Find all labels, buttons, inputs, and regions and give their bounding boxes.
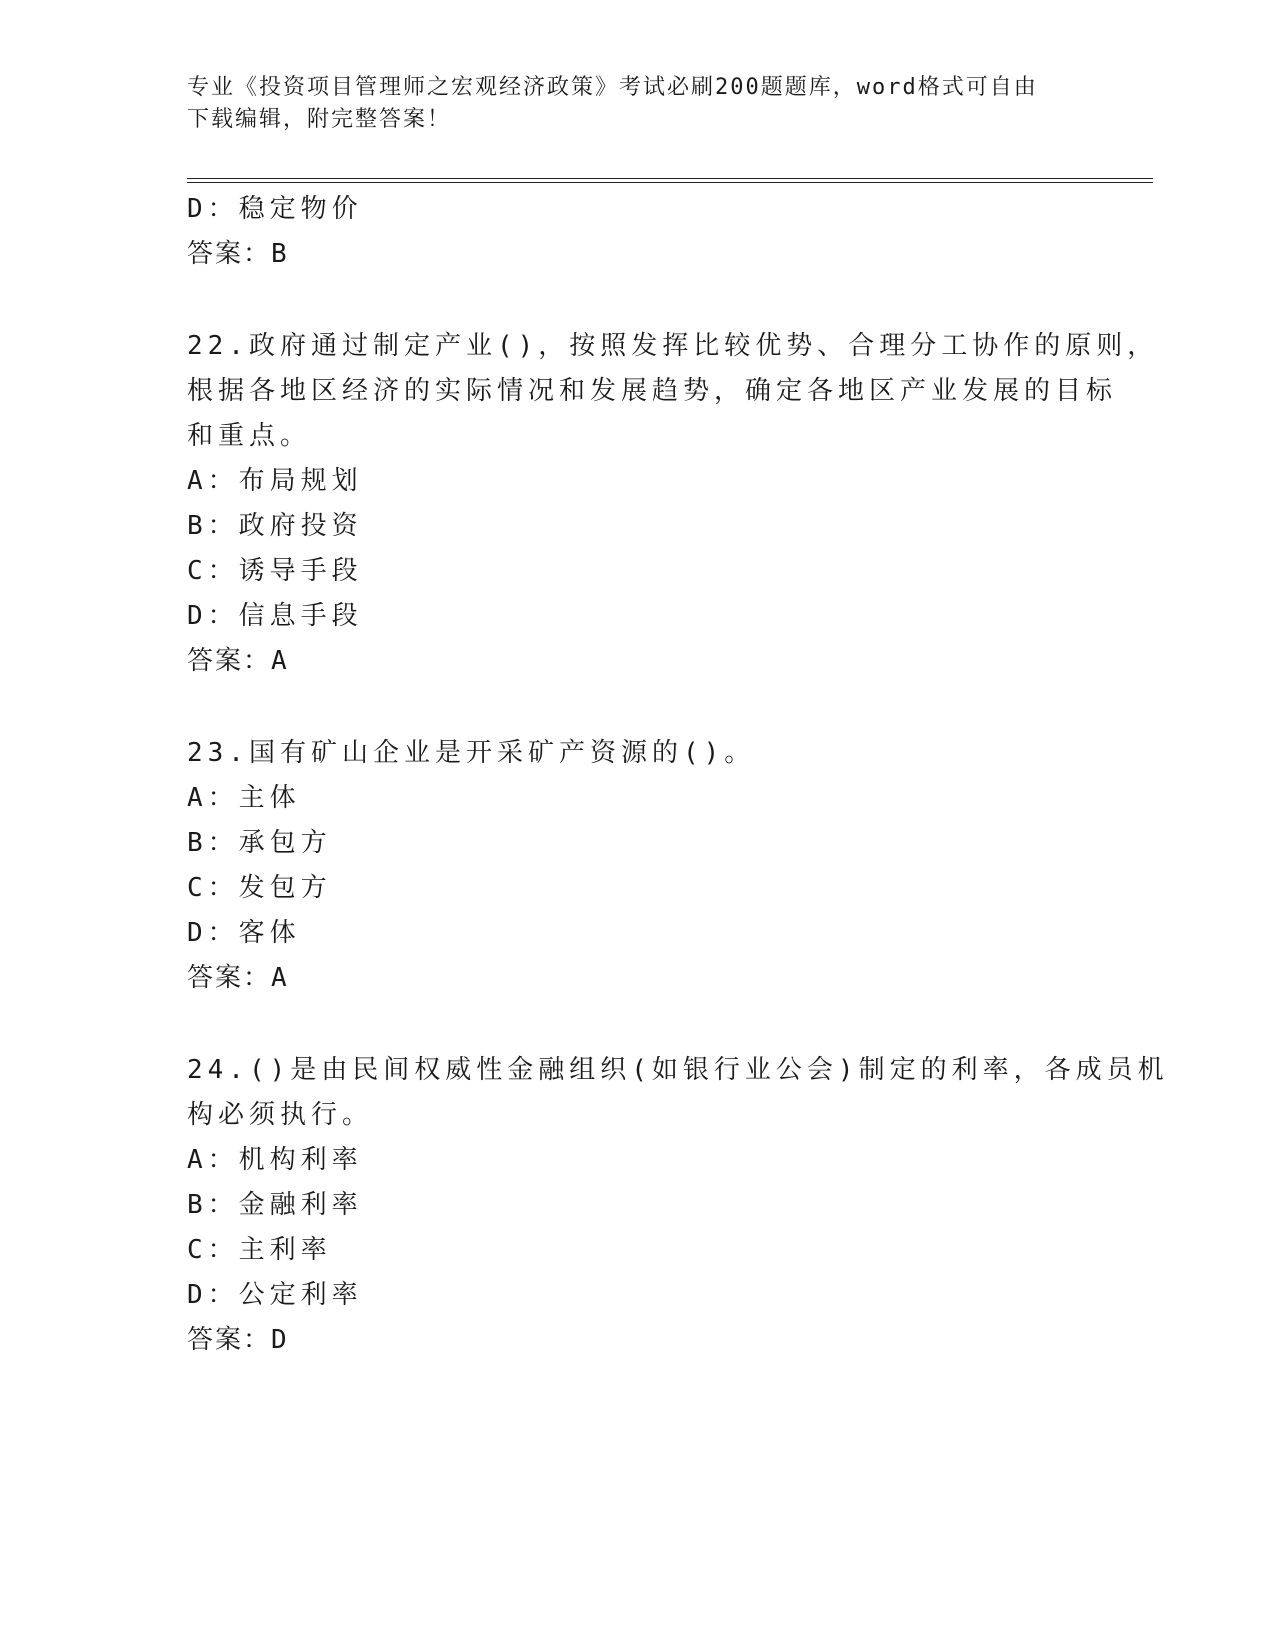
q24-option-a: A：机构利率 xyxy=(187,1145,363,1175)
q23-answer: 答案：A xyxy=(187,963,289,993)
q23-option-c: C：发包方 xyxy=(187,873,332,903)
q24-option-c: C：主利率 xyxy=(187,1235,332,1265)
header-rule-bottom xyxy=(187,182,1153,183)
q22-option-a: A：布局规划 xyxy=(187,466,363,496)
q22-stem-line-2: 根据各地区经济的实际情况和发展趋势，确定各地区产业发展的目标 xyxy=(187,376,1118,406)
q23-option-a: A：主体 xyxy=(187,783,301,813)
q24-answer: 答案：D xyxy=(187,1325,289,1355)
q24-option-d: D：公定利率 xyxy=(187,1280,363,1310)
header-line-2: 下载编辑，附完整答案！ xyxy=(187,107,452,132)
document-header xyxy=(187,72,1067,136)
q23-option-d: D：客体 xyxy=(187,918,301,948)
q23-option-b: B：承包方 xyxy=(187,828,332,858)
q23-stem-line-1: 23.国有矿山企业是开采矿产资源的()。 xyxy=(187,738,756,768)
q22-option-b: B：政府投资 xyxy=(187,511,363,541)
header-rule-top xyxy=(187,178,1153,179)
q24-stem-line-1: 24.()是由民间权威性金融组织(如银行业公会)制定的利率，各成员机 xyxy=(187,1055,1169,1085)
q21-option-d: D：稳定物价 xyxy=(187,194,363,224)
q22-answer: 答案：A xyxy=(187,646,289,676)
q22-option-d: D：信息手段 xyxy=(187,601,363,631)
q22-stem-line-3: 和重点。 xyxy=(187,421,312,451)
q22-stem-line-1: 22.政府通过制定产业()，按照发挥比较优势、合理分工协作的原则， xyxy=(187,331,1159,361)
q24-option-b: B：金融利率 xyxy=(187,1190,363,1220)
q22-option-c: C：诱导手段 xyxy=(187,556,363,586)
q21-answer: 答案：B xyxy=(187,239,289,269)
q24-stem-line-2: 构必须执行。 xyxy=(187,1100,374,1130)
header-line-1: 专业《投资项目管理师之宏观经济政策》考试必刷200题题库，word格式可自由 xyxy=(187,75,1038,100)
